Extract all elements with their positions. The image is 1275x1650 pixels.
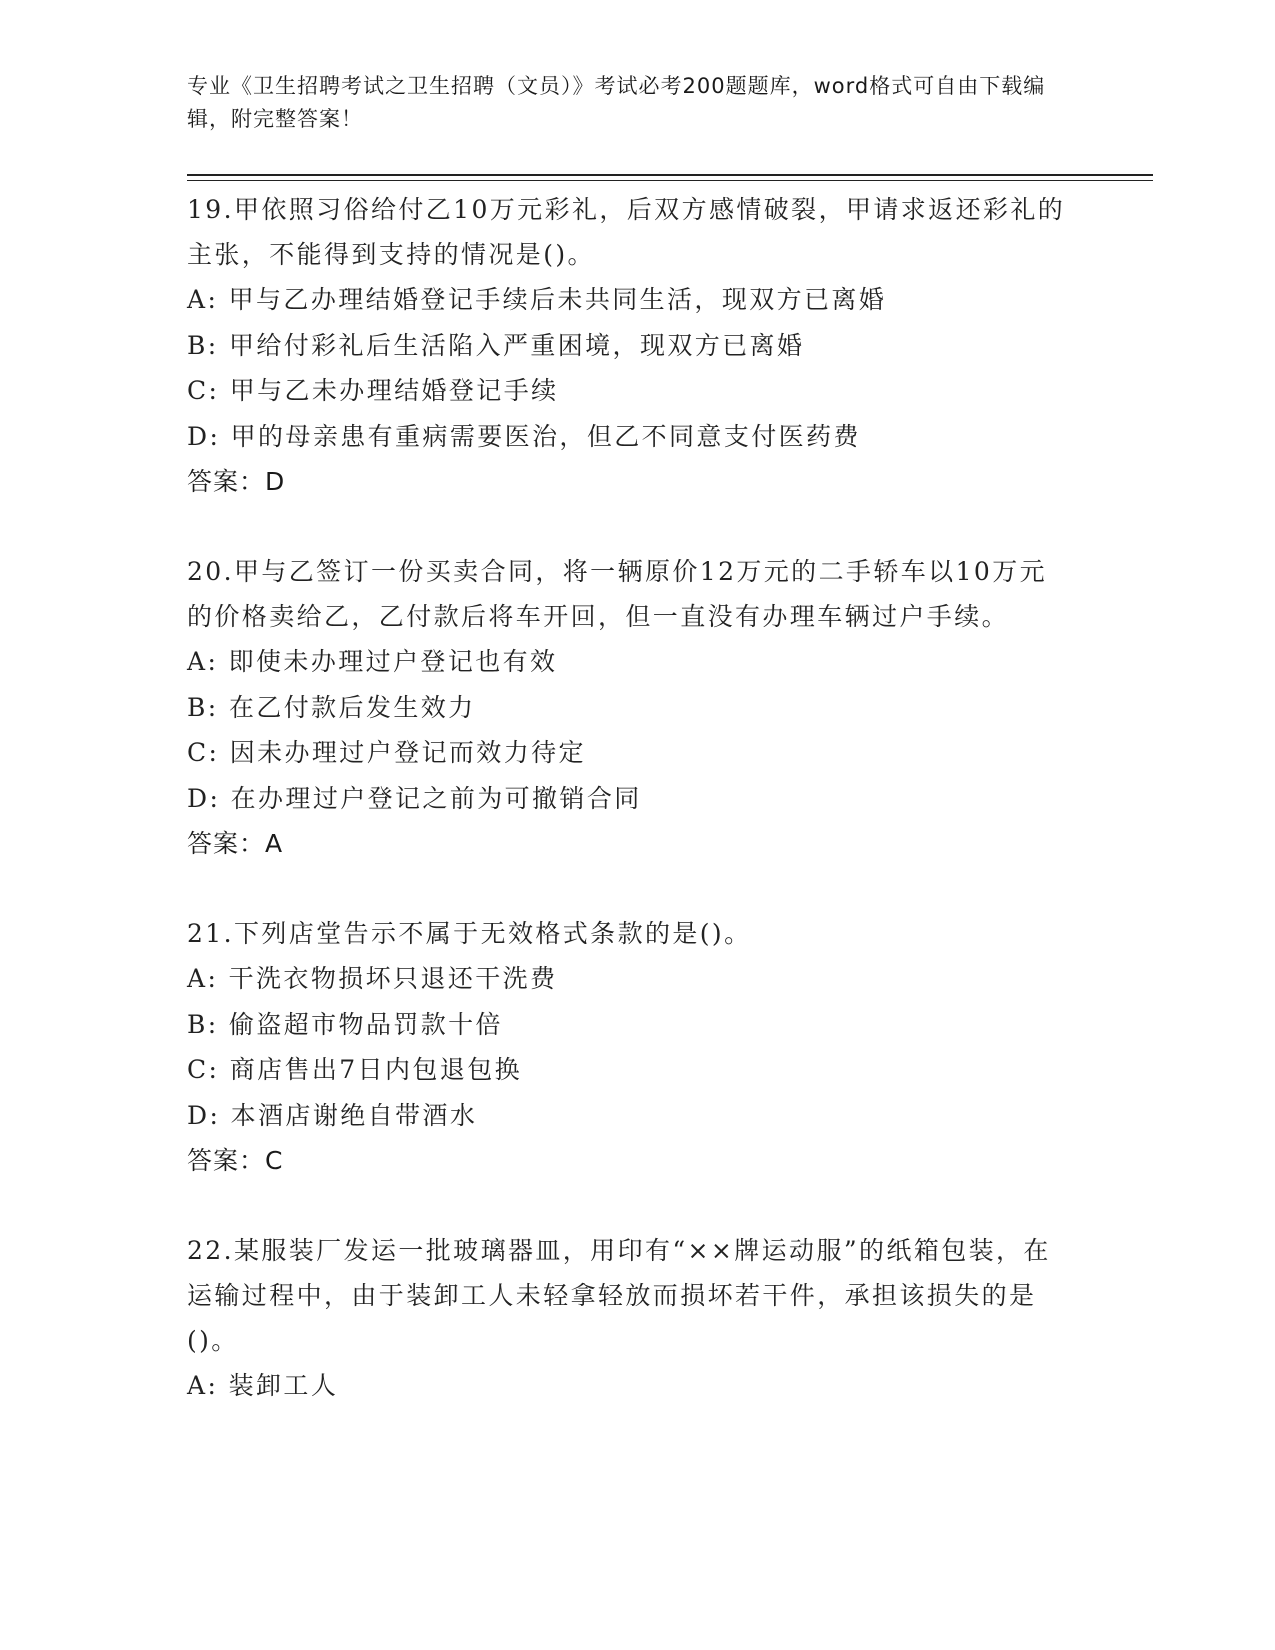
question-text [187,1228,1067,1363]
option-b: B: 甲给付彩礼后生活陷入严重困境，现双方已离婚 [187,330,805,360]
header-divider-thin [187,180,1153,181]
header-divider-thick [187,174,1153,176]
option-c: C: 甲与乙未办理结婚登记手续 [187,376,559,405]
option-b: B: 偷盗超市物品罚款十倍 [187,1009,503,1039]
option-a: A: 干洗衣物损坏只退还干洗费 [187,964,558,993]
question-number: 22. [187,1236,234,1265]
question-19 [187,187,1067,504]
question-stem: 某服装厂发运一批玻璃器皿，用印有“××牌运动服”的纸箱包装，在运输过程中，由于装卸工人未轻拿轻放而损坏若干件，承担该损失的是()。 [187,1236,1051,1355]
option-c: C: 因未办理过户登记而效力待定 [187,738,586,767]
question-spacer [187,504,1067,549]
option-a: A: 装卸工人 [187,1371,339,1400]
question-20 [187,549,1067,866]
question-spacer [187,866,1067,911]
question-stem: 下列店堂告示不属于无效格式条款的是()。 [233,919,752,948]
option-b: B: 在乙付款后发生效力 [187,692,476,722]
question-text [187,187,1067,277]
question-stem: 甲依照习俗给付乙10万元彩礼，后双方感情破裂，甲请求返还彩礼的主张，不能得到支持的情况是()。 [187,195,1066,269]
option-d: D: 本酒店谢绝自带酒水 [187,1100,478,1130]
option-c: C: 商店售出7日内包退包换 [187,1055,523,1084]
question-number: 19. [187,195,234,224]
option-a: A: 甲与乙办理结婚登记手续后未共同生活，现双方已离婚 [187,285,887,314]
question-21 [187,911,1067,1183]
option-d: D: 甲的母亲患有重病需要医治，但乙不同意支付医药费 [187,421,861,451]
answer: 答案：D [187,467,286,496]
question-text [187,911,1067,956]
question-number: 21. [187,919,234,948]
document-header: 专业《卫生招聘考试之卫生招聘（文员）》考试必考200题题库，word格式可自由下载编辑，附完整答案！ [187,74,1046,131]
question-text [187,549,1067,639]
option-d: D: 在办理过户登记之前为可撤销合同 [187,783,642,813]
question-number: 20. [187,557,234,586]
option-a: A: 即使未办理过户登记也有效 [187,647,558,676]
answer: 答案：C [187,1146,284,1175]
question-stem: 甲与乙签订一份买卖合同，将一辆原价12万元的二手轿车以10万元的价格卖给乙，乙付款后将车开回，但一直没有办理车辆过户手续。 [187,557,1047,631]
answer: 答案：A [187,829,284,858]
question-spacer [187,1183,1067,1228]
question-22 [187,1228,1067,1409]
question-list [187,187,1067,1409]
